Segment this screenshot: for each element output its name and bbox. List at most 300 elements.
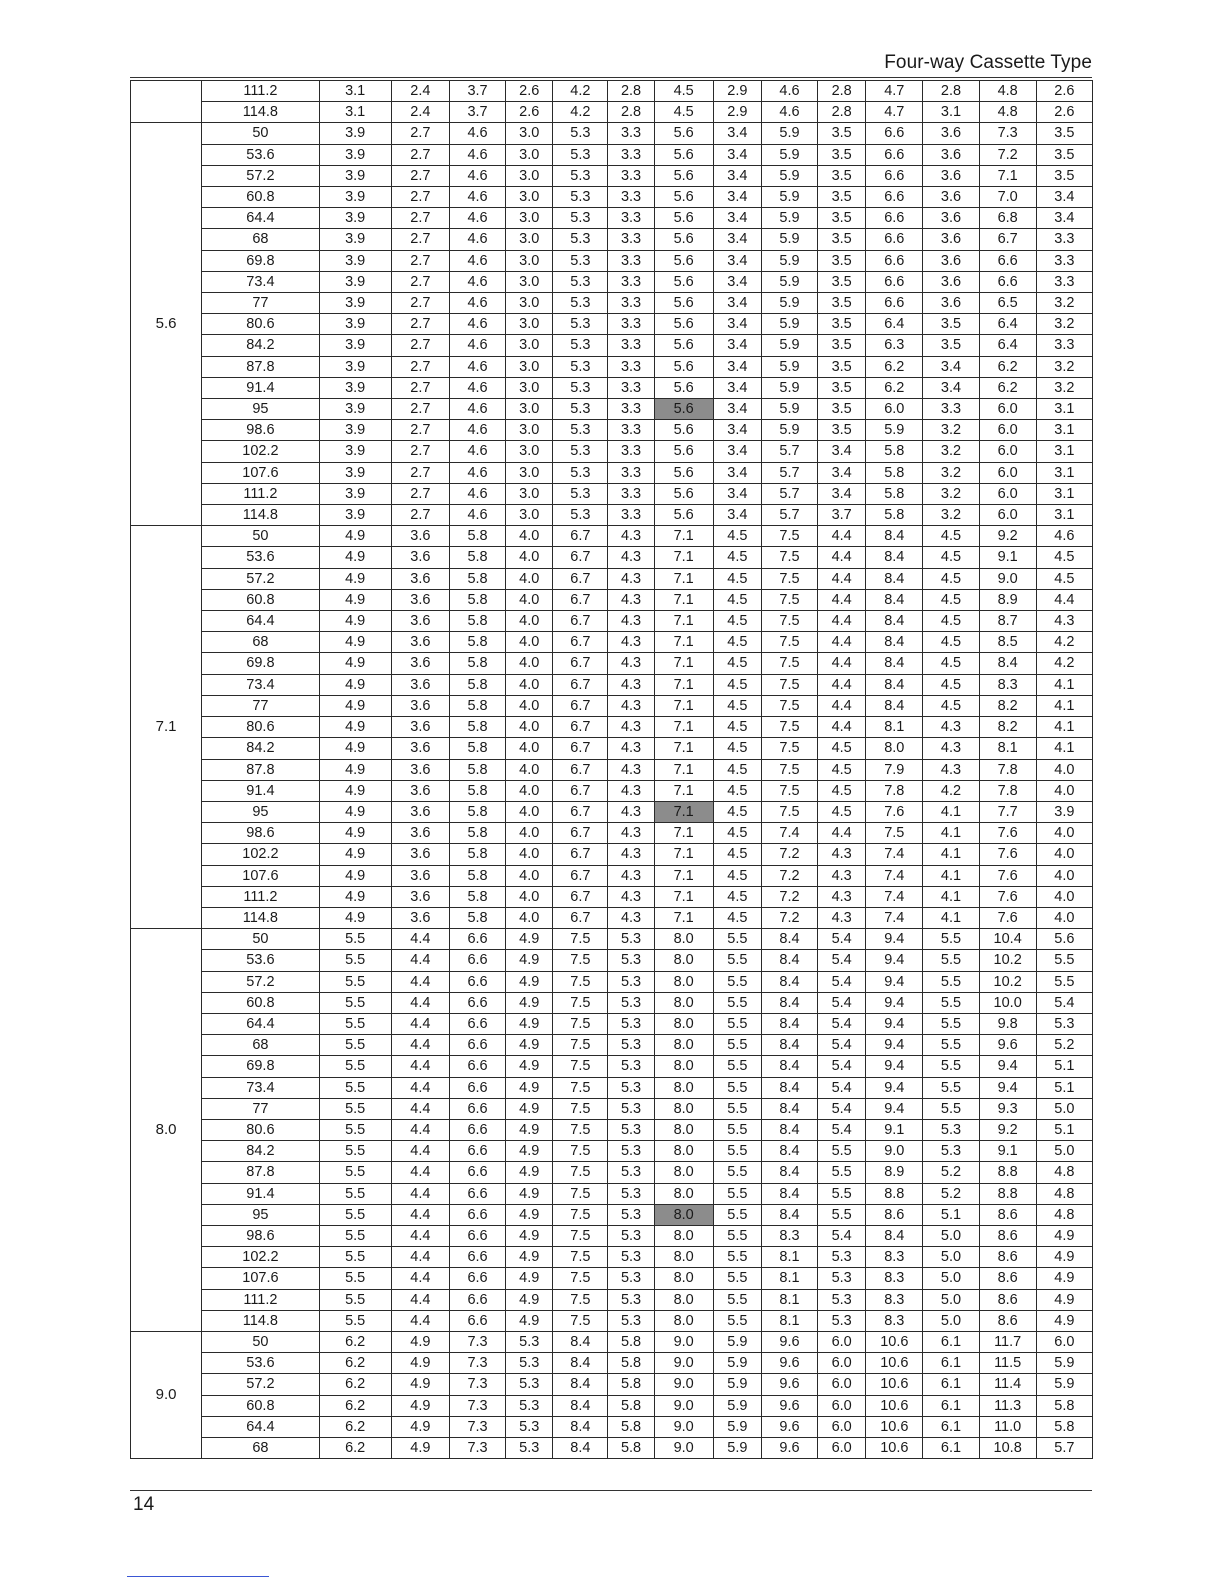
value-cell: 10.4 — [979, 929, 1036, 950]
value-cell: 5.1 — [1036, 1077, 1092, 1098]
value-cell: 3.9 — [319, 208, 391, 229]
value-cell: 4.9 — [506, 1183, 553, 1204]
value-cell: 4.3 — [608, 611, 654, 632]
value-cell: 5.9 — [761, 314, 817, 335]
value-cell: 5.3 — [608, 1035, 654, 1056]
value-cell: 4.5 — [713, 568, 761, 589]
value-cell: 8.0 — [654, 1162, 713, 1183]
value-cell: 3.4 — [713, 208, 761, 229]
value-cell: 8.1 — [761, 1310, 817, 1331]
value-cell: 5.5 — [1036, 971, 1092, 992]
value-cell: 9.4 — [866, 1098, 923, 1119]
value-cell: 5.9 — [713, 1395, 761, 1416]
value-cell: 8.3 — [866, 1268, 923, 1289]
value-cell: 5.5 — [319, 1289, 391, 1310]
value-cell: 4.9 — [391, 1416, 449, 1437]
value-cell: 4.0 — [506, 547, 553, 568]
table-row — [131, 335, 1093, 356]
table-row — [131, 1225, 1093, 1246]
value-cell: 3.6 — [923, 187, 979, 208]
value-cell: 8.6 — [866, 1204, 923, 1225]
value-cell: 5.5 — [713, 1162, 761, 1183]
value-cell: 4.5 — [923, 568, 979, 589]
value-cell: 6.2 — [319, 1438, 391, 1459]
value-cell: 3.2 — [923, 483, 979, 504]
value-cell: 3.9 — [319, 441, 391, 462]
value-cell: 2.7 — [391, 187, 449, 208]
value-cell: 4.5 — [713, 632, 761, 653]
value-cell: 4.5 — [923, 611, 979, 632]
temperature-cell: 87.8 — [202, 759, 319, 780]
value-cell: 4.4 — [818, 823, 866, 844]
value-cell: 7.5 — [866, 823, 923, 844]
value-cell: 4.9 — [1036, 1289, 1092, 1310]
value-cell: 3.6 — [391, 717, 449, 738]
value-cell: 4.5 — [713, 526, 761, 547]
value-cell: 3.5 — [1036, 165, 1092, 186]
value-cell: 6.6 — [449, 1098, 505, 1119]
value-cell: 6.6 — [449, 1077, 505, 1098]
value-cell: 4.6 — [1036, 526, 1092, 547]
value-cell: 2.7 — [391, 229, 449, 250]
value-cell: 4.6 — [449, 483, 505, 504]
value-cell: 5.9 — [713, 1438, 761, 1459]
temperature-cell: 68 — [202, 1438, 319, 1459]
value-cell: 6.7 — [553, 547, 608, 568]
value-cell: 8.4 — [866, 1225, 923, 1246]
value-cell: 4.0 — [506, 801, 553, 822]
value-cell: 5.0 — [923, 1225, 979, 1246]
value-cell: 5.7 — [761, 505, 817, 526]
value-cell: 5.8 — [1036, 1416, 1092, 1437]
value-cell: 7.6 — [979, 907, 1036, 928]
value-cell: 4.5 — [713, 717, 761, 738]
value-cell: 10.6 — [866, 1353, 923, 1374]
value-cell: 5.3 — [608, 1162, 654, 1183]
value-cell: 3.0 — [506, 144, 553, 165]
value-cell: 4.3 — [818, 907, 866, 928]
value-cell: 7.6 — [979, 886, 1036, 907]
value-cell: 6.3 — [866, 335, 923, 356]
value-cell: 4.3 — [608, 547, 654, 568]
value-cell: 3.4 — [818, 483, 866, 504]
value-cell: 9.4 — [866, 1035, 923, 1056]
temperature-cell: 64.4 — [202, 1013, 319, 1034]
value-cell: 2.9 — [713, 81, 761, 102]
value-cell: 5.8 — [608, 1374, 654, 1395]
value-cell: 3.6 — [923, 229, 979, 250]
value-cell: 9.6 — [761, 1331, 817, 1352]
value-cell: 3.6 — [391, 907, 449, 928]
value-cell: 5.5 — [713, 1119, 761, 1140]
temperature-cell: 111.2 — [202, 886, 319, 907]
table-row — [131, 165, 1093, 186]
value-cell: 3.5 — [923, 335, 979, 356]
value-cell: 3.5 — [818, 229, 866, 250]
value-cell: 7.6 — [979, 844, 1036, 865]
value-cell: 5.3 — [553, 293, 608, 314]
value-cell: 3.2 — [1036, 314, 1092, 335]
value-cell: 3.7 — [449, 81, 505, 102]
capacity-cell: 7.1 — [131, 526, 202, 929]
value-cell: 8.0 — [654, 950, 713, 971]
value-cell: 4.2 — [1036, 632, 1092, 653]
value-cell: 6.2 — [866, 356, 923, 377]
value-cell: 5.8 — [449, 780, 505, 801]
table-row — [131, 611, 1093, 632]
value-cell: 6.2 — [319, 1374, 391, 1395]
value-cell: 10.6 — [866, 1438, 923, 1459]
value-cell: 5.4 — [818, 1077, 866, 1098]
value-cell: 4.9 — [506, 1141, 553, 1162]
value-cell: 7.5 — [761, 611, 817, 632]
value-cell: 9.4 — [866, 992, 923, 1013]
value-cell: 4.0 — [506, 717, 553, 738]
value-cell: 5.7 — [1036, 1438, 1092, 1459]
value-cell: 3.1 — [1036, 399, 1092, 420]
value-cell: 9.4 — [866, 1056, 923, 1077]
value-cell: 3.4 — [713, 314, 761, 335]
table-row — [131, 1331, 1093, 1352]
value-cell: 3.6 — [391, 759, 449, 780]
value-cell: 9.4 — [866, 971, 923, 992]
value-cell: 4.0 — [506, 695, 553, 716]
value-cell: 4.9 — [1036, 1268, 1092, 1289]
value-cell: 3.3 — [923, 399, 979, 420]
value-cell: 6.6 — [866, 165, 923, 186]
value-cell: 8.0 — [654, 1204, 713, 1225]
value-cell: 3.4 — [818, 441, 866, 462]
value-cell: 4.4 — [1036, 589, 1092, 610]
value-cell: 3.4 — [1036, 187, 1092, 208]
value-cell: 5.9 — [761, 229, 817, 250]
value-cell: 4.9 — [319, 589, 391, 610]
temperature-cell: 95 — [202, 1204, 319, 1225]
value-cell: 4.9 — [319, 695, 391, 716]
value-cell: 7.8 — [979, 759, 1036, 780]
value-cell: 5.5 — [713, 992, 761, 1013]
value-cell: 2.7 — [391, 462, 449, 483]
value-cell: 3.4 — [713, 399, 761, 420]
value-cell: 3.6 — [391, 738, 449, 759]
value-cell: 5.3 — [608, 929, 654, 950]
value-cell: 3.5 — [818, 420, 866, 441]
value-cell: 6.7 — [553, 653, 608, 674]
value-cell: 6.6 — [449, 1035, 505, 1056]
table-row — [131, 992, 1093, 1013]
value-cell: 3.5 — [818, 399, 866, 420]
value-cell: 9.4 — [866, 950, 923, 971]
value-cell: 8.4 — [553, 1374, 608, 1395]
value-cell: 9.6 — [979, 1035, 1036, 1056]
value-cell: 7.5 — [553, 1289, 608, 1310]
temperature-cell: 87.8 — [202, 1162, 319, 1183]
value-cell: 3.6 — [923, 123, 979, 144]
value-cell: 9.4 — [866, 1077, 923, 1098]
temperature-cell: 84.2 — [202, 335, 319, 356]
value-cell: 5.6 — [654, 420, 713, 441]
value-cell: 4.9 — [391, 1395, 449, 1416]
value-cell: 3.4 — [1036, 208, 1092, 229]
value-cell: 4.3 — [608, 886, 654, 907]
temperature-cell: 107.6 — [202, 865, 319, 886]
value-cell: 5.3 — [553, 250, 608, 271]
value-cell: 4.4 — [391, 1162, 449, 1183]
value-cell: 5.3 — [553, 356, 608, 377]
value-cell: 6.1 — [923, 1374, 979, 1395]
value-cell: 8.8 — [979, 1183, 1036, 1204]
temperature-cell: 73.4 — [202, 674, 319, 695]
value-cell: 5.3 — [608, 1141, 654, 1162]
value-cell: 3.0 — [506, 462, 553, 483]
value-cell: 5.5 — [713, 1183, 761, 1204]
value-cell: 4.9 — [319, 801, 391, 822]
value-cell: 10.0 — [979, 992, 1036, 1013]
value-cell: 4.3 — [608, 780, 654, 801]
value-cell: 5.3 — [608, 1098, 654, 1119]
value-cell: 3.6 — [923, 250, 979, 271]
value-cell: 5.5 — [319, 1225, 391, 1246]
value-cell: 6.6 — [866, 208, 923, 229]
value-cell: 9.3 — [979, 1098, 1036, 1119]
table-row — [131, 1416, 1093, 1437]
value-cell: 7.1 — [654, 547, 713, 568]
value-cell: 5.3 — [553, 441, 608, 462]
value-cell: 3.0 — [506, 356, 553, 377]
value-cell: 5.6 — [654, 505, 713, 526]
value-cell: 6.6 — [449, 1204, 505, 1225]
value-cell: 7.5 — [761, 738, 817, 759]
value-cell: 7.1 — [654, 907, 713, 928]
value-cell: 5.9 — [713, 1331, 761, 1352]
value-cell: 5.3 — [608, 1119, 654, 1140]
table-row — [131, 717, 1093, 738]
value-cell: 8.0 — [654, 1141, 713, 1162]
temperature-cell: 53.6 — [202, 547, 319, 568]
value-cell: 7.1 — [654, 632, 713, 653]
value-cell: 3.3 — [608, 441, 654, 462]
value-cell: 5.9 — [1036, 1374, 1092, 1395]
table-row — [131, 1035, 1093, 1056]
value-cell: 3.9 — [319, 356, 391, 377]
value-cell: 3.3 — [608, 271, 654, 292]
value-cell: 5.3 — [553, 420, 608, 441]
table-row — [131, 844, 1093, 865]
value-cell: 4.9 — [506, 1035, 553, 1056]
value-cell: 4.0 — [506, 886, 553, 907]
temperature-cell: 57.2 — [202, 1374, 319, 1395]
value-cell: 3.3 — [608, 483, 654, 504]
value-cell: 7.6 — [979, 865, 1036, 886]
table-row — [131, 377, 1093, 398]
value-cell: 4.9 — [319, 568, 391, 589]
value-cell: 3.5 — [818, 123, 866, 144]
value-cell: 3.9 — [1036, 801, 1092, 822]
value-cell: 7.5 — [761, 547, 817, 568]
table-row — [131, 293, 1093, 314]
value-cell: 4.3 — [608, 759, 654, 780]
value-cell: 8.4 — [761, 1183, 817, 1204]
value-cell: 5.5 — [319, 1247, 391, 1268]
value-cell: 4.5 — [713, 547, 761, 568]
value-cell: 4.0 — [1036, 759, 1092, 780]
value-cell: 7.1 — [654, 844, 713, 865]
table-row — [131, 356, 1093, 377]
value-cell: 3.0 — [506, 187, 553, 208]
temperature-cell: 57.2 — [202, 971, 319, 992]
value-cell: 5.8 — [449, 844, 505, 865]
table-row — [131, 505, 1093, 526]
value-cell: 3.3 — [608, 335, 654, 356]
value-cell: 3.6 — [391, 674, 449, 695]
table-row — [131, 971, 1093, 992]
value-cell: 8.3 — [866, 1310, 923, 1331]
value-cell: 3.1 — [1036, 420, 1092, 441]
table-row — [131, 271, 1093, 292]
value-cell: 3.0 — [506, 483, 553, 504]
value-cell: 4.1 — [923, 886, 979, 907]
value-cell: 5.3 — [608, 1310, 654, 1331]
value-cell: 4.4 — [391, 950, 449, 971]
value-cell: 3.0 — [506, 293, 553, 314]
value-cell: 5.3 — [608, 1077, 654, 1098]
value-cell: 4.6 — [449, 314, 505, 335]
value-cell: 3.6 — [923, 271, 979, 292]
value-cell: 6.6 — [449, 1141, 505, 1162]
value-cell: 4.3 — [608, 632, 654, 653]
value-cell: 3.6 — [391, 844, 449, 865]
value-cell: 5.3 — [818, 1289, 866, 1310]
value-cell: 5.3 — [553, 229, 608, 250]
value-cell: 4.0 — [506, 907, 553, 928]
value-cell: 4.6 — [449, 250, 505, 271]
temperature-cell: 80.6 — [202, 717, 319, 738]
value-cell: 8.3 — [761, 1225, 817, 1246]
value-cell: 5.5 — [319, 1141, 391, 1162]
value-cell: 3.6 — [923, 144, 979, 165]
value-cell: 4.6 — [449, 187, 505, 208]
value-cell: 4.1 — [923, 844, 979, 865]
value-cell: 4.9 — [506, 1289, 553, 1310]
value-cell: 5.6 — [1036, 929, 1092, 950]
value-cell: 5.3 — [553, 399, 608, 420]
value-cell: 5.1 — [923, 1204, 979, 1225]
value-cell: 3.2 — [1036, 356, 1092, 377]
value-cell: 4.4 — [818, 632, 866, 653]
value-cell: 5.3 — [1036, 1013, 1092, 1034]
value-cell: 4.4 — [391, 971, 449, 992]
value-cell: 8.6 — [979, 1268, 1036, 1289]
value-cell: 7.8 — [979, 780, 1036, 801]
value-cell: 3.2 — [923, 441, 979, 462]
table-row — [131, 1183, 1093, 1204]
value-cell: 5.4 — [818, 1035, 866, 1056]
value-cell: 3.3 — [608, 462, 654, 483]
value-cell: 4.8 — [1036, 1204, 1092, 1225]
table-row — [131, 823, 1093, 844]
value-cell: 11.7 — [979, 1331, 1036, 1352]
value-cell: 3.1 — [1036, 483, 1092, 504]
value-cell: 3.4 — [713, 505, 761, 526]
value-cell: 5.9 — [761, 356, 817, 377]
value-cell: 6.6 — [449, 1268, 505, 1289]
value-cell: 8.4 — [866, 568, 923, 589]
value-cell: 4.4 — [391, 1268, 449, 1289]
temperature-cell: 77 — [202, 293, 319, 314]
value-cell: 4.0 — [1036, 823, 1092, 844]
value-cell: 4.4 — [391, 1098, 449, 1119]
value-cell: 4.6 — [449, 335, 505, 356]
value-cell: 5.7 — [761, 462, 817, 483]
value-cell: 4.3 — [1036, 611, 1092, 632]
value-cell: 6.0 — [818, 1353, 866, 1374]
value-cell: 5.4 — [818, 1056, 866, 1077]
value-cell: 3.0 — [506, 335, 553, 356]
temperature-cell: 60.8 — [202, 992, 319, 1013]
value-cell: 4.5 — [923, 526, 979, 547]
value-cell: 9.2 — [979, 1119, 1036, 1140]
value-cell: 6.0 — [818, 1438, 866, 1459]
value-cell: 6.4 — [866, 314, 923, 335]
value-cell: 4.3 — [923, 759, 979, 780]
value-cell: 3.2 — [923, 420, 979, 441]
value-cell: 5.6 — [654, 356, 713, 377]
table-row — [131, 208, 1093, 229]
value-cell: 3.9 — [319, 483, 391, 504]
value-cell: 3.4 — [818, 462, 866, 483]
table-row — [131, 695, 1093, 716]
temperature-cell: 111.2 — [202, 483, 319, 504]
value-cell: 4.3 — [608, 674, 654, 695]
value-cell: 5.4 — [818, 950, 866, 971]
value-cell: 5.9 — [761, 165, 817, 186]
value-cell: 4.4 — [818, 547, 866, 568]
value-cell: 8.4 — [866, 589, 923, 610]
value-cell: 8.4 — [761, 1119, 817, 1140]
value-cell: 3.4 — [713, 250, 761, 271]
value-cell: 6.7 — [553, 759, 608, 780]
value-cell: 6.8 — [979, 208, 1036, 229]
value-cell: 2.8 — [923, 81, 979, 102]
value-cell: 7.5 — [553, 1225, 608, 1246]
value-cell: 7.5 — [553, 1098, 608, 1119]
table-row — [131, 759, 1093, 780]
value-cell: 7.7 — [979, 801, 1036, 822]
value-cell: 5.6 — [654, 187, 713, 208]
value-cell: 8.4 — [866, 611, 923, 632]
value-cell: 6.7 — [553, 738, 608, 759]
value-cell: 3.4 — [713, 483, 761, 504]
value-cell: 5.3 — [608, 1247, 654, 1268]
value-cell: 4.3 — [608, 695, 654, 716]
value-cell: 4.0 — [506, 738, 553, 759]
value-cell: 9.4 — [979, 1056, 1036, 1077]
value-cell: 5.9 — [761, 250, 817, 271]
value-cell: 4.5 — [713, 695, 761, 716]
value-cell: 3.3 — [1036, 271, 1092, 292]
value-cell: 7.9 — [866, 759, 923, 780]
value-cell: 2.7 — [391, 399, 449, 420]
value-cell: 6.0 — [979, 399, 1036, 420]
value-cell: 7.5 — [761, 589, 817, 610]
temperature-cell: 98.6 — [202, 1225, 319, 1246]
value-cell: 3.5 — [818, 165, 866, 186]
value-cell: 4.5 — [713, 589, 761, 610]
value-cell: 4.4 — [818, 717, 866, 738]
table-row — [131, 632, 1093, 653]
value-cell: 3.5 — [923, 314, 979, 335]
table-row — [131, 123, 1093, 144]
